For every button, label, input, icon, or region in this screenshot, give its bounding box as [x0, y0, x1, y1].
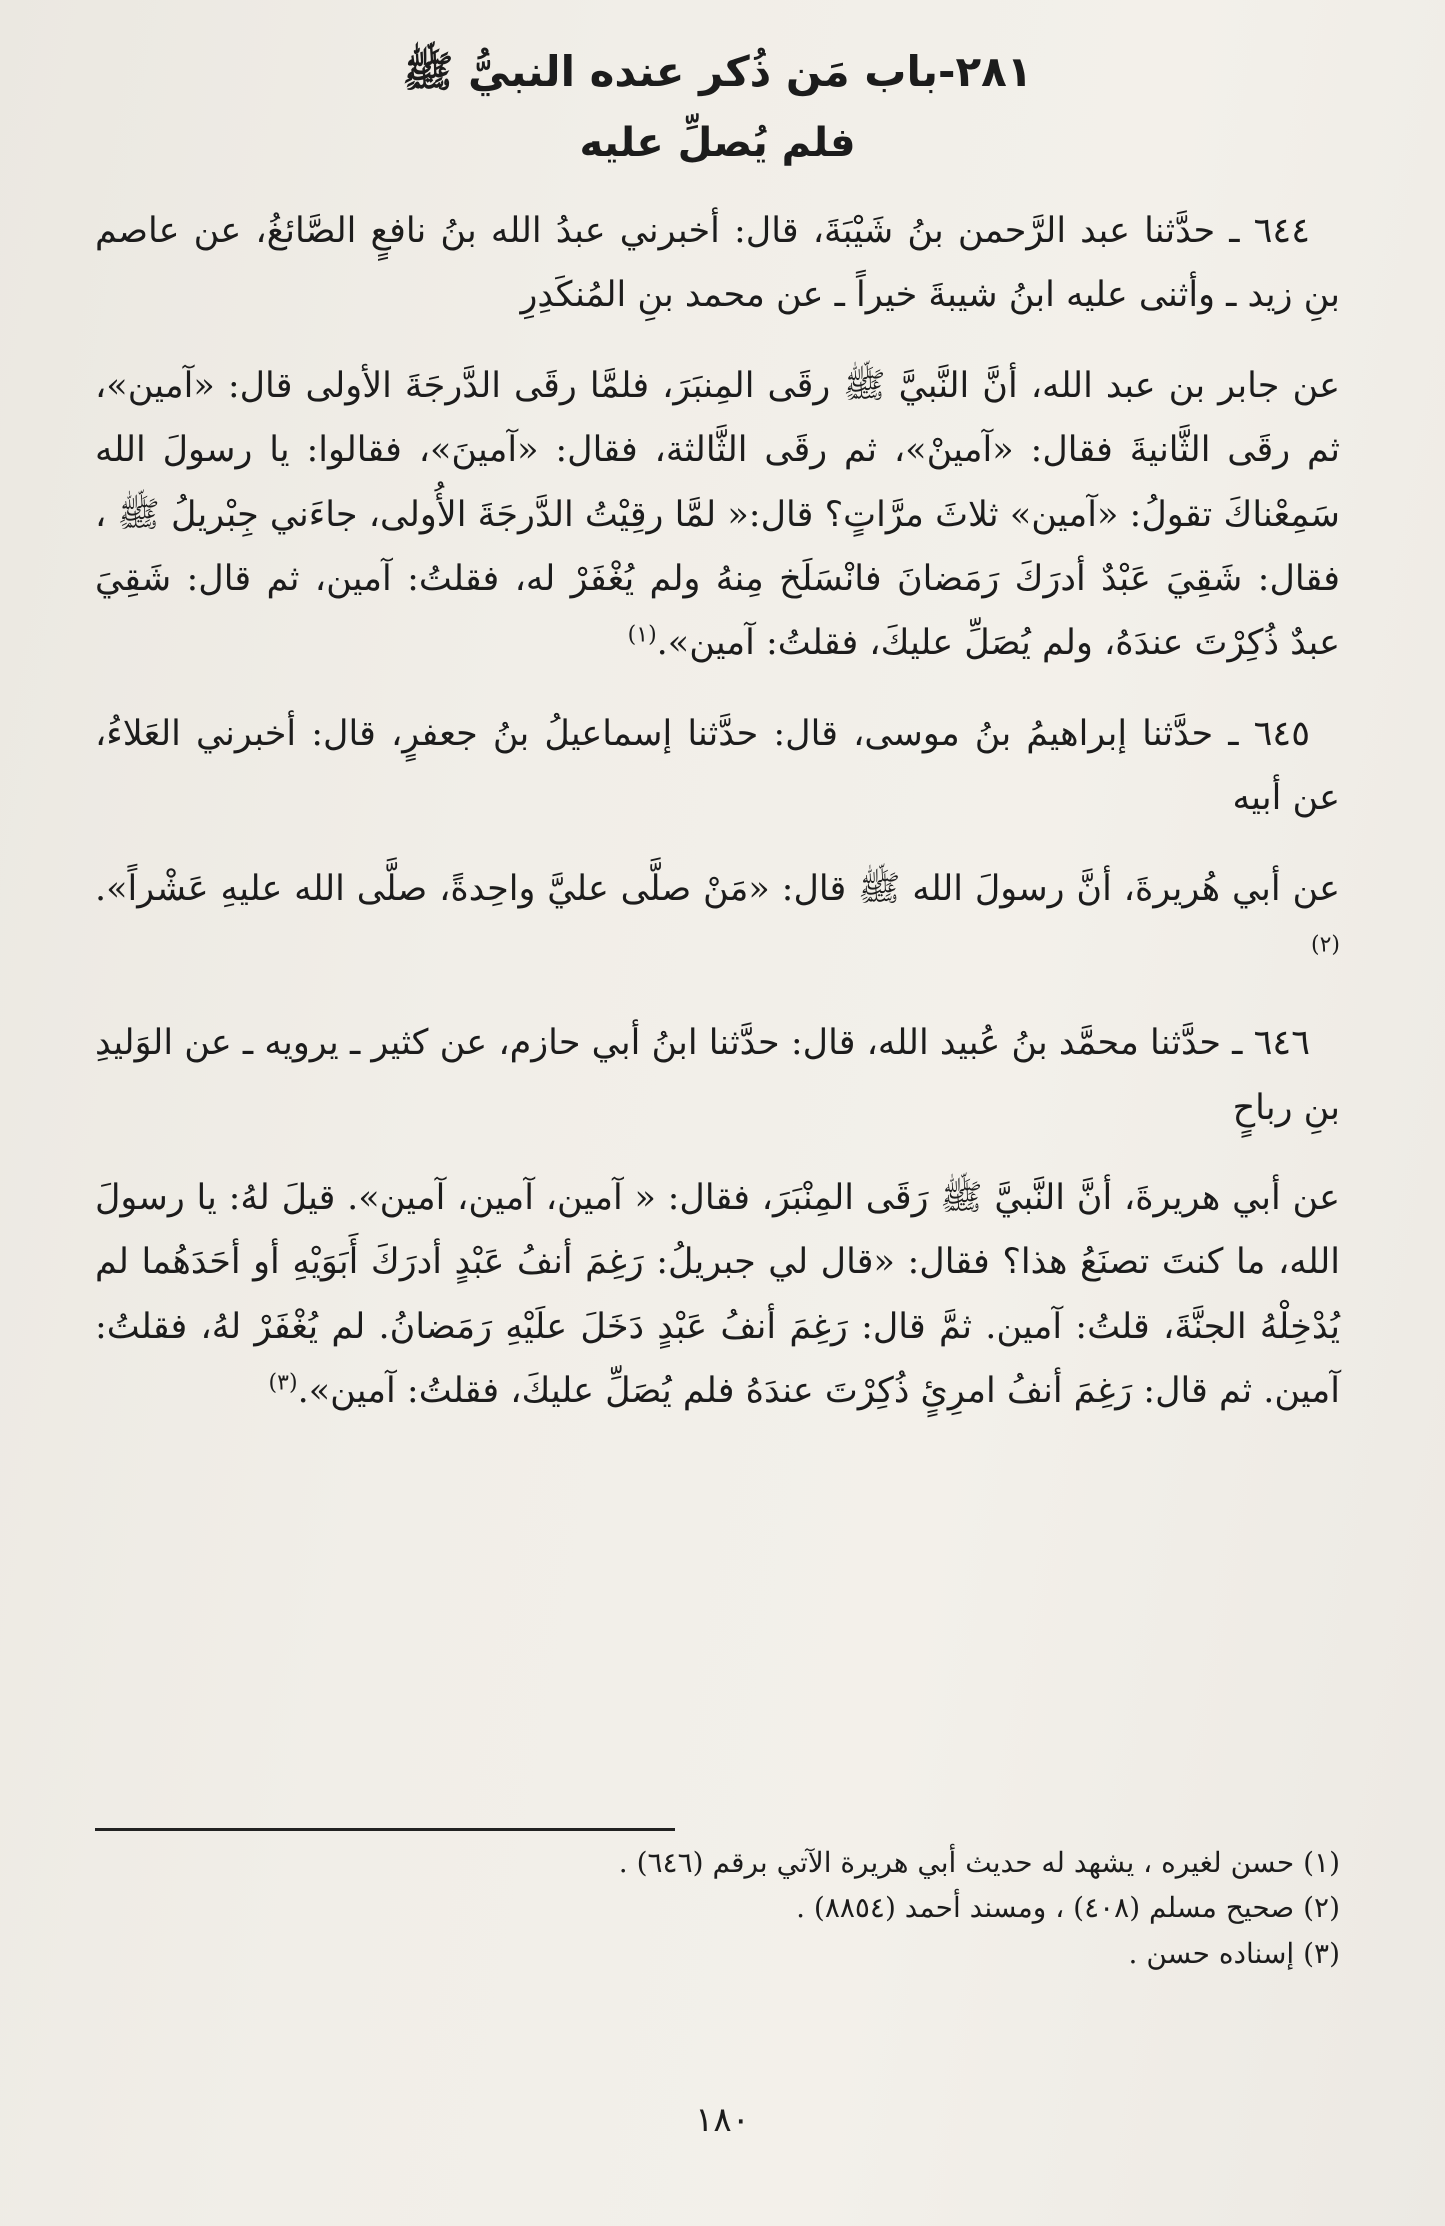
page-number: ١٨٠	[695, 2100, 750, 2140]
footnote-1: (١) حسن لغيره ، يشهد له حديث أبي هريرة الآتي برقم (٦٤٦) .	[618, 1846, 1340, 1879]
hadith-644-matn-text: عن جابر بن عبد الله، أنَّ النَّبيَّ ﷺ رقَى المِنبَرَ، فلمَّا رقَى الدَّرجَةَ الأولى قال: «آمين»، ثم رقَى الثَّانيةَ فقال: «آمينْ»، ثم رقَى الثَّالثة، فقال: «آمينَ»، فقالوا: يا رسولَ الله سَمِعْناكَ تقولُ: «آمين» ثلاثَ مرَّاتٍ؟ قال:« لمَّا رقِيْتُ الدَّرجَةَ الأُولى، جاءَني جِبْريلُ ﷺ ، فقال: شَقِيَ عَبْدٌ أدرَكَ رَمَضانَ فانْسَلَخ مِنهُ ولم يُغْفَرْ له، فقلتُ: آمين، ثم قال: شَقِيَ عبدٌ ذُكِرْتَ عندَهُ، ولم يُصَلِّ عليكَ، فقلتُ: آمين».	[95, 365, 1340, 664]
footnote-ref-2: (٢)	[1310, 932, 1340, 958]
hadith-646-isnad: ٦٤٦ ـ حدَّثنا محمَّد بنُ عُبيد الله، قال: حدَّثنا ابنُ أبي حازم، عن كثير ـ يرويه ـ عن الوَليدِ بنِ رباحٍ	[95, 1023, 1340, 1128]
hadith-645-isnad: ٦٤٥ ـ حدَّثنا إبراهيمُ بنُ موسى، قال: حدَّثنا إسماعيلُ بنُ جعفرٍ، قال: أخبرني العَلاءُ، عن أبيه	[95, 713, 1340, 819]
footnote-ref-1: (١)	[627, 622, 657, 648]
footnotes-section	[95, 1840, 1340, 1976]
hadith-644-isnad: ٦٤٤ ـ حدَّثنا عبد الرَّحمن بنُ شَيْبَةَ، قال: أخبرني عبدُ الله بنُ نافعٍ الصَّائغُ، عن عاصم بنِ زيد ـ وأثنى عليه ابنُ شيبةَ خيراً ـ عن محمد بنِ المُنكَدِرِ	[95, 211, 1340, 316]
main-text	[95, 40, 1340, 1450]
hadith-646-matn	[95, 1166, 1340, 1424]
footnote-2: (٢) صحيح مسلم (٤٠٨) ، ومسند أحمد (٨٨٥٤) .	[796, 1891, 1340, 1925]
hadith-645-matn-text: عن أبي هُريرةَ، أنَّ رسولَ الله ﷺ قال: «مَنْ صلَّى عليَّ واحِدةً، صلَّى الله عليهِ عَشْراً».	[95, 868, 1340, 909]
chapter-subtitle: فلم يُصلِّ عليه	[579, 120, 856, 166]
chapter-title: ٢٨١-باب مَن ذُكر عنده النبيُّ ﷺ	[402, 47, 1033, 96]
footnote-ref-3: (٣)	[268, 1370, 298, 1396]
hadith-646-matn-text: عن أبي هريرةَ، أنَّ النَّبيَّ ﷺ رَقَى المِنْبَرَ، فقال: « آمين، آمين، آمين». قيلَ لهُ: يا رسولَ الله، ما كنتَ تصنَعُ هذا؟ فقال: «قال لي جبريلُ: رَغِمَ أنفُ عَبْدٍ أدرَكَ أَبَوَيْهِ أو أحَدَهُما لم يُدْخِلْهُ الجنَّةَ، قلتُ: آمين. ثمَّ قال: رَغِمَ أنفُ عَبْدٍ دَخَلَ علَيْهِ رَمَضانُ. لم يُغْفَرْ لهُ، فقلتُ: آمين. ثم قال: رَغِمَ أنفُ امرِئٍ ذُكِرْتَ عندَهُ فلم يُصَلِّ عليكَ، فقلتُ: آمين».	[95, 1178, 1340, 1412]
hadith-644-matn	[95, 354, 1340, 676]
hadith-645-matn	[95, 857, 1340, 986]
footnote-3: (٣) إسناده حسن .	[1128, 1936, 1340, 1970]
footnote-divider	[95, 1828, 675, 1831]
